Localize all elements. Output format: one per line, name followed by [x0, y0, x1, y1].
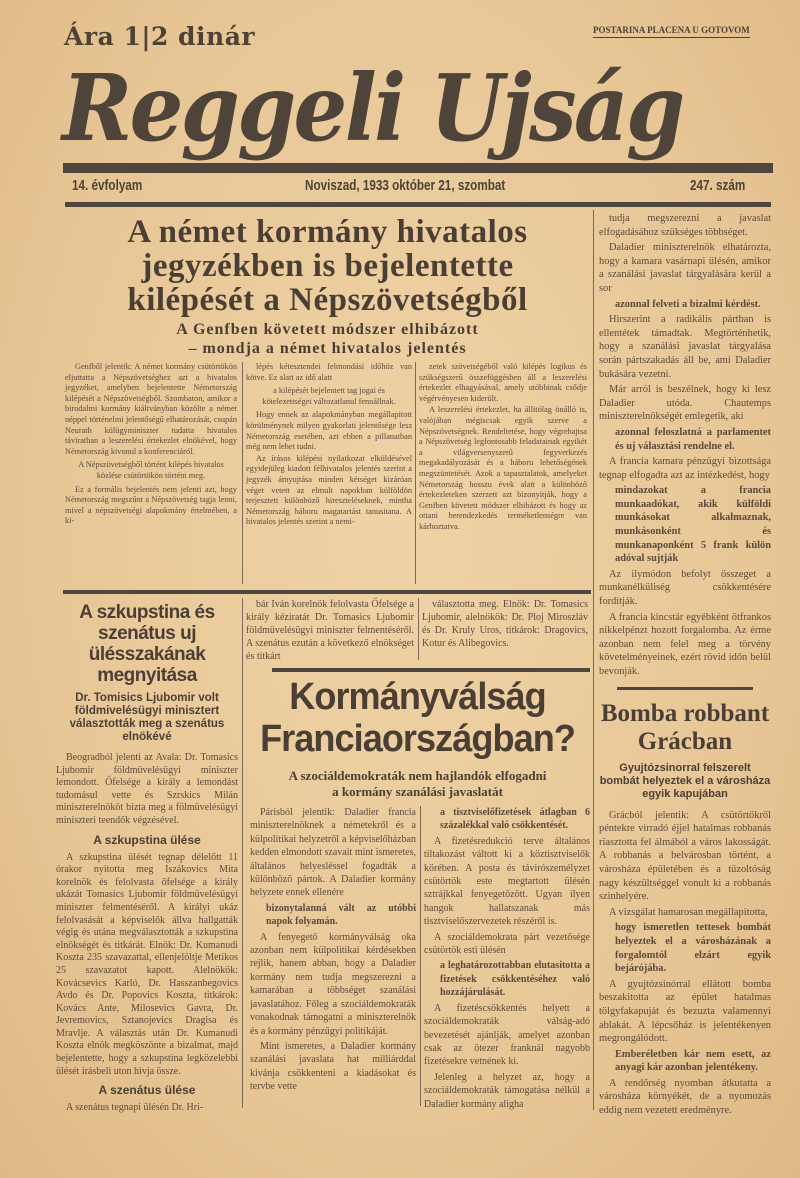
paragraph: Párisból jelentik: Daladier francia miniszterelnöknek a németekről és a külpolitikai helyzetről a képviselőházban kedden elmondott szavait mint ismeretes, általános helyesléssel fogadták a különböző pártok. A Daladier kormány helyzete ennek ellenére: [250, 807, 416, 899]
headline-line: kilépését a Népszövetségből: [127, 282, 528, 318]
paragraph: Daladier miniszterelnök elhatározta, hogy a kamara vasárnapi ülésén, amikor a szanálási javaslat tárgyalására kerül a sor: [599, 242, 771, 294]
bomb-headline: [599, 700, 771, 756]
paragraph: Beogradból jelenti az Avala: Dr. Tomasics Ljubomir földmüvelésügyi miniszter lemondott. Őfelsége a király a lemondást tudomásul vette és Szrskics Milán miniszterelnököt bizta meg a fölmüvelésügyi miniszteri teendők végzésével.: [56, 752, 238, 826]
right-column: [599, 212, 771, 1120]
france-subheadline: [245, 768, 590, 800]
paragraph: bizonytalanná vált az utóbbi napok folyamán.: [266, 902, 416, 928]
paragraph: Grácból jelentik: A csütörtökről péntekre virradó éjjel hatalmas robbanás riasztotta fel álmából a város lakosságát. A robbanás a belvárosban történt, a városháza épületében és a tüzoltóság nagy készültséggel vonult ki a robbanás szinhelyére.: [599, 809, 771, 903]
paragraph: a tisztviselőfizetések átlagban 6 százalékkal való csökkentését.: [440, 807, 590, 832]
paragraph: Az ilymódon befolyt összeget a munkanélküliség csökkentésére forditják.: [599, 568, 771, 608]
dateline-rule: [65, 202, 771, 207]
masthead-rule: [63, 163, 773, 173]
headline-line: A német kormány hivatalos: [127, 214, 528, 250]
skupstina-subheadline: Dr. Tomisics Ljubomir volt földmivelésügyi minisztert választották meg a szenátus elnökévé: [69, 692, 225, 743]
column-divider: [418, 598, 419, 660]
paragraph: választotta meg. Elnök: Dr. Tomasics Ljubomir, alelnökök: Dr. Ploj Miroszláv és Dr. Kruly Uros, titkárok: Dragovics, Kotur és Alibegovics.: [422, 599, 588, 649]
paragraph: azonnal felveti a bizalmi kérdést.: [615, 298, 761, 310]
lead-column-3: [419, 362, 587, 534]
paragraph: Genfből jelentik: A német kormány csütörtökön eljuttatta a Népszövetséghez azt a hivatalos jegyzéket, amelyben bejelentette Németország kilépését a Népszövetségből. Szombaton, amikor a birodalmi kormány kiáltványban közölte a német néppel történelmi jelentőségű elhatározását, csupán Neurath külügyminiszter tudatta hivatalos táviratban a leszerelési értekezlet elnökével, hogy Németország kivonul a konferenciáról.: [65, 362, 237, 456]
headline-line: Bomba robbant: [600, 699, 770, 727]
dateline: Noviszad, 1933 október 21, szombat: [305, 177, 506, 194]
lead-column-1: [65, 362, 237, 528]
paragraph: zetek szövetségéből való kilépés logikus és szükségszerű összefüggésben áll a leszerelési értekezlet elhagyásával, amely utóbbinak csődje végérvényesen kiderült.: [419, 362, 587, 403]
subheadline-line: A szociáldemokraták nem hajlandók elfogadni: [288, 768, 547, 783]
column-divider: [242, 598, 243, 1108]
skupstina-article: [56, 602, 238, 1117]
france-headline: [254, 676, 582, 760]
issue-number: 247. szám: [690, 177, 746, 194]
right-column-text: [599, 212, 771, 679]
bomb-article-text: [599, 809, 771, 1118]
section-subheading: A szenátus ülése: [98, 1083, 196, 1098]
column-divider: [593, 210, 594, 1110]
skupstina-continuation-1: [246, 598, 414, 665]
paragraph: a kilépését bejelentett tag jogai és kötelezettségei változatlanul fennállnak.: [262, 386, 396, 406]
headline-line: Grácban: [637, 727, 733, 755]
subheadline-line: – mondja a német hivatalos jelentés: [188, 340, 467, 357]
paragraph: Mint ismeretes, a Daladier kormány szanálási javaslata hat milliárddal kivánja csökkenteni a kiadásokat és tervbe vette: [250, 1040, 416, 1093]
paragraph: Már arról is beszélnek, hogy ki lesz Daladier utóda. Chautemps miniszterelnökségét emlegetik, aki: [599, 384, 771, 423]
paragraph: A fenyegető kormányválság oka azonban nem külpolitikai kérdésekben rejlik, hanem abban, hogy a Daladier kormány nem tudja megszerezni a kamarában a többséget szanálási javaslatához. Főleg a szociáldemokraták vonakodnak támogatni a miniszterelnök és a kormány pénzügyi politikáját.: [250, 931, 416, 1037]
headline-line: Franciaországban?: [260, 718, 575, 760]
lead-headline: [65, 215, 590, 317]
paragraph: A szkupstina ülését tegnap délelőtt 11 órakor nyitotta meg Iszákovics Mita korelnök és felolvasta őfelsége a király ukázát Tomasics Ljubomir földmüvelésügyi miniszter felmentéséről. A királyi ukáz felolvasását a képviselők állva hallgatták végig és utána megválasztották a szkupstina elnökségét és titkárát. Elnök: Dr. Kumanudi Koszta 235 szavazattal, ellenjelöltje Metikos 25 szavazatot kapott. Alelnökök: Kovácsevics Karló, Dr. Hasszanbegovics Avdo és Dr. Popovics Koszta, titkárok: Kovács Ante, Milosevics Gavra, Dr. Jevremovics, Sztanojevics Dragisa és Mravlje. A választás után Dr. Kumanudi Koszta elnök megköszönte a bizalmat, majd bejelentette, hogy a szkupstina legközelebbi ülését írásbeli uton hivja össze.: [56, 851, 238, 1077]
paragraph: Hirszerint a radikális pártban is ellentétek támadtak. Megtörténhetik, hogy a szanálási javaslat tárgyalása során pártszakadás áll be, ami Daladier bukására vezetni.: [599, 314, 771, 380]
paragraph: Az írásos kilépési nyilatkozat elküldésével egyidejüleg kiadott félhivatalos jelentés szerint a jegyzék átnyujtása minden kétséget kizáróan véget vetett az elmult napokban külföldön terjesztett különböző hireszteléseknek, mintha Németország háboru magatartást tanusitana. A hivatalos jelentés szerint a nemi-: [246, 453, 412, 527]
lead-column-2: [246, 362, 412, 529]
paragraph: Hogy ennek az alapokmányban megállapitott körülménynek milyen gyakorlati jelentősége lesz Németország esetében, azt ebben a pillanatban még nem lehet tudni.: [246, 410, 412, 452]
paragraph: tudja megszerezni a javaslat elfogadásához szükséges többséget.: [599, 213, 771, 238]
paragraph: A fizetéscsökkentés helyett a szociáldemokraták válság-adó bevezetését ajánlják, amelyet azonban csak az ötezer franknál nagyobb fizetésekre vetnének ki.: [424, 1002, 590, 1068]
paragraph: A Népszövetségből történt kilépés hivatalos közlése csütörtökön történt meg.: [78, 460, 224, 480]
paragraph: A leszerelési értekezlet, ha állitólag önálló is, valójában mégiscsak egyik szerve a Népszövetségnek. Rendeltetése, hogy végrehajtsa a Népszövetség legfontosabb feladatainak egyikét a világversenyszerű fegyverkezés megakadályozását és a háboru lehetőségének megszüntetését. Azok a tapasztalatok, amelyeket Németország hosszu évek alatt a különböző értekezleteken szerzett azt bizonyitják, hogy a Genfben követett módszer elhibázott és hogy az ottani berendezkedés terméketlenségre van kárhoztatva.: [419, 405, 587, 531]
paragraph: hogy ismeretlen tettesek bombát helyeztek el a városházának a forgalomtól elzárt egyik bejárójába.: [615, 922, 771, 975]
section-subheading: A szkupstina ülése: [93, 832, 201, 847]
subheadline-line: a kormány szanálási javaslatát: [332, 784, 503, 799]
column-divider: [242, 362, 243, 584]
paragraph: A szociáldemokrata párt vezetősége csütörtök esti ülésén: [424, 931, 590, 957]
paragraph: bár Iván korelnök felolvasta Őfelsége a király kéziratát Dr. Tomasics Ljubomir földmüvelésügyi miniszter felmentéséről. A szenátus ezután a következő elnökséget és titkárt: [246, 599, 414, 662]
paragraph: A szenátus tegnapi ülésén Dr. Hri-: [66, 1102, 204, 1114]
subheadline-line: A Genfben követett módszer elhibázott: [176, 321, 479, 338]
paragraph: mindazokat a francia munkaadókat, akik külföldi munkásokat alkalmaznak, munkásonként és munkanaponként 5 frank külön adóval sujtják: [615, 485, 771, 565]
skupstina-headline: A szkupstina és szenátus uj ülésszakának megnyitása: [79, 602, 215, 686]
volume-label: 14. évfolyam: [72, 177, 143, 194]
paragraph: A gyujtózsinórral ellátott bomba beszakitotta az épület hatalmas tölgyfakapuját és bezuzta valamennyi ablakát. A lépcsőház is jelentékenyen megrongálódott.: [599, 978, 771, 1045]
paragraph: Ez a formális bejelentés nem jelenti azt, hogy Németország megszűnt a Népszövetség tagja lenni, mivel a népszövetségi alapokmány értelmében, a ki-: [65, 484, 237, 526]
column-divider: [420, 806, 421, 1106]
paragraph: A fizetésredukció terve általános tiltakozást váltott ki a köztisztviselők körében. A posta és távirószemélyzet csütörtök este megtartott ülésén sztrájkkal fenyegetőzött. Ugyan ilyen hangok hallatszanak más tisztviselőszervezetek részéről is.: [424, 835, 590, 928]
section-rule: [617, 687, 753, 690]
paragraph: A vizsgálat hamarosan megállapitotta,: [609, 906, 768, 918]
column-divider: [415, 362, 416, 584]
headline-line: Kormányválság: [289, 676, 546, 718]
newspaper-title: Reggeli Ujság: [62, 54, 683, 162]
section-rule: [272, 668, 590, 672]
section-rule: [63, 590, 591, 594]
paragraph: A francia kincstár egyébként ötfrankos nikkelpénzt hozott forgalomba. Az érme azonban nem felel meg a törvény követelményeinek, ezért rövid időn belül bevonják.: [599, 611, 771, 677]
paragraph: lépés kétesztendei felmondási időhöz van kötve. Ez alatt az idő alatt: [246, 362, 412, 382]
skupstina-article-text: [56, 752, 238, 1115]
paragraph: azonnal feloszlatná a parlamentet és uj választási rendelne el.: [615, 426, 771, 452]
paragraph: A rendőrség nyomban átkutatta a városháza környékét, de a nyomozás eddig nem vezetett eredményre.: [599, 1077, 771, 1117]
paragraph: Emberéletben kár nem esett, az anyagi kár azonban jelentékeny.: [615, 1048, 771, 1074]
postage-note: POSTARINA PLACENA U GOTOVOM: [593, 25, 750, 38]
paragraph: A francia kamara pénzügyi bizottsága tegnap elfogadta azt az intézkedést, hogy: [599, 456, 771, 481]
headline-line: jegyzékben is bejelentette: [141, 248, 514, 284]
france-column-2: [424, 806, 590, 1113]
paragraph: a leghatározottabban elutasitotta a fizetések csökkentéséhez való hozzájárulását.: [440, 960, 590, 999]
france-column-1: [250, 806, 416, 1096]
bomb-subheadline: Gyujtózsinorral felszerelt bombát helyeztek el a városháza egyik kapujában: [599, 761, 771, 800]
price-label: Ára 1|2 dinár: [64, 22, 256, 51]
paragraph: Jelenleg a helyzet az, hogy a szociáldemokraták támogatása nélkül a Daladier kormány aligha: [424, 1071, 590, 1110]
skupstina-continuation-2: [422, 598, 588, 652]
lead-subheadline: [65, 320, 590, 358]
